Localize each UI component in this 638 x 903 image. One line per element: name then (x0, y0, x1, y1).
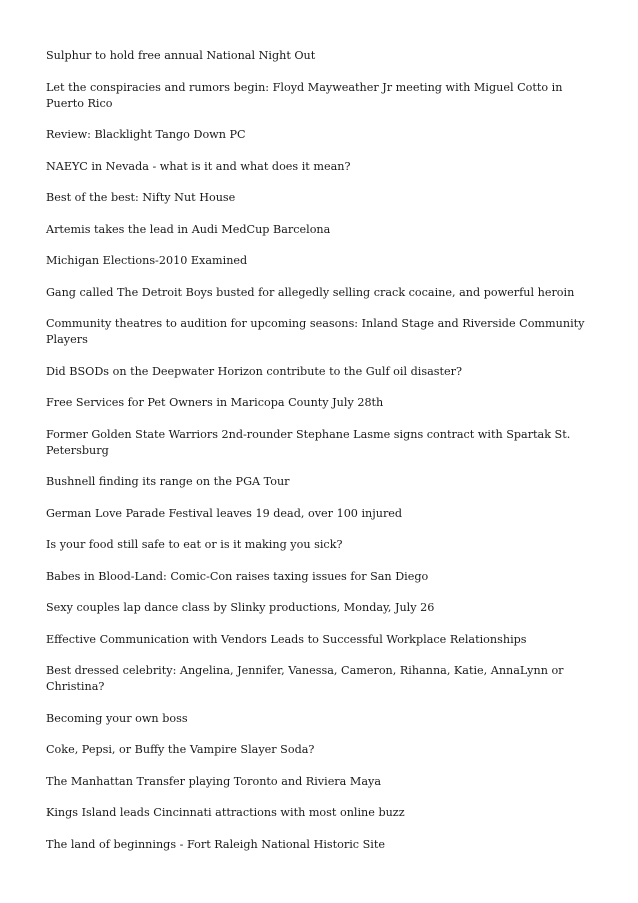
headline: The land of beginnings - Fort Raleigh National Historic Site (46, 837, 385, 851)
headline: Review: Blacklight Tango Down PC (46, 128, 246, 141)
headline: Best dressed celebrity: Angelina, Jennifer, Vanessa, Cameron, Rihanna, Katie, AnnaLynn or Christina? (46, 664, 564, 693)
headline: The Manhattan Transfer playing Toronto and Riviera Maya (46, 774, 382, 788)
headline: Sulphur to hold free annual National Night Out (46, 49, 316, 62)
headline: Free Services for Pet Owners in Maricopa County July 28th (46, 396, 384, 409)
headline: NAEYC in Nevada - what is it and what does it mean? (46, 159, 351, 173)
headline: Babes in Blood-Land: Comic-Con raises taxing issues for San Diego (46, 569, 429, 583)
headline: Effective Communication with Vendors Leads to Successful Workplace Relationships (46, 632, 527, 646)
headline: German Love Parade Festival leaves 19 dead, over 100 injured (46, 506, 403, 520)
headline: Kings Island leads Cincinnati attractions with most online buzz (46, 806, 405, 819)
headline: Community theatres to audition for upcoming seasons: Inland Stage and Riverside Community Players (46, 317, 585, 346)
headline-list (46, 48, 586, 868)
headline: Bushnell finding its range on the PGA Tour (46, 475, 290, 488)
headline: Gang called The Detroit Boys busted for allegedly selling crack cocaine, and powerful heroin (46, 285, 575, 299)
headline: Best of the best: Nifty Nut House (46, 191, 236, 204)
headline: Becoming your own boss (46, 711, 188, 725)
headline: Did BSODs on the Deepwater Horizon contribute to the Gulf oil disaster? (46, 364, 462, 378)
headline: Former Golden State Warriors 2nd-rounder Stephane Lasme signs contract with Spartak St. Petersburg (46, 427, 571, 457)
headline: Let the conspiracies and rumors begin: Floyd Mayweather Jr meeting with Miguel Cotto in Puerto Rico (46, 80, 563, 110)
headline: Is your food still safe to eat or is it making you sick? (46, 538, 343, 551)
headline: Coke, Pepsi, or Buffy the Vampire Slayer Soda? (46, 743, 315, 756)
headline: Artemis takes the lead in Audi MedCup Barcelona (46, 222, 331, 236)
headline: Michigan Elections-2010 Examined (46, 254, 248, 267)
headline: Sexy couples lap dance class by Slinky productions, Monday, July 26 (46, 601, 435, 614)
